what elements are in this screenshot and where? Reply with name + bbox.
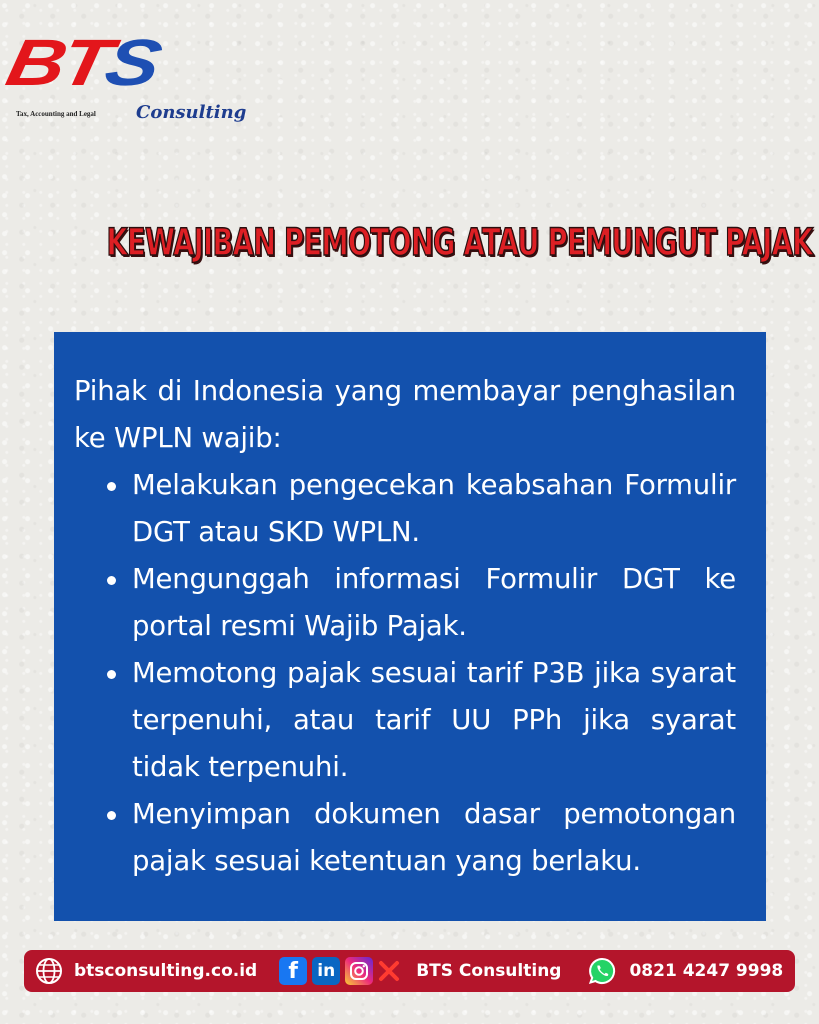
list-item: Menyimpan dokumen dasar pemotongan pajak sesuai ketentuan yang berlaku. xyxy=(132,791,736,885)
instagram-icon[interactable] xyxy=(345,957,373,985)
x-icon[interactable] xyxy=(378,957,400,985)
logo-letters-blue: S xyxy=(99,26,165,100)
linkedin-icon[interactable]: in xyxy=(312,957,340,985)
website-link[interactable]: btsconsulting.co.id xyxy=(74,961,258,981)
facebook-icon[interactable]: f xyxy=(279,957,307,985)
list-item: Melakukan pengecekan keabsahan Formulir DGT atau SKD WPLN. xyxy=(132,462,736,556)
logo-letters-red: BT xyxy=(0,26,115,100)
brand-name: BTS Consulting xyxy=(416,961,562,981)
intro-text: Pihak di Indonesia yang membayar penghasilan ke WPLN wajib: xyxy=(74,375,736,454)
whatsapp-icon[interactable] xyxy=(587,956,617,986)
globe-icon xyxy=(34,956,64,986)
page-title: KEWAJIBAN PEMOTONG ATAU PEMUNGUT PAJAK xyxy=(106,221,813,264)
list-item: Mengunggah informasi Formulir DGT ke portal resmi Wajib Pajak. xyxy=(132,556,736,650)
list-item: Memotong pajak sesuai tarif P3B jika syarat terpenuhi, atau tarif UU PPh jika syarat tidak terpenuhi. xyxy=(132,650,736,791)
obligation-list xyxy=(74,462,736,885)
phone-number[interactable]: 0821 4247 9998 xyxy=(629,961,784,981)
logo-tagline: Tax, Accounting and Legal xyxy=(16,110,96,118)
logo-letters xyxy=(0,26,214,100)
bts-logo xyxy=(0,26,247,132)
content-panel xyxy=(54,332,766,921)
contact-bar xyxy=(24,950,795,992)
logo-consulting-text: Consulting xyxy=(136,102,247,123)
